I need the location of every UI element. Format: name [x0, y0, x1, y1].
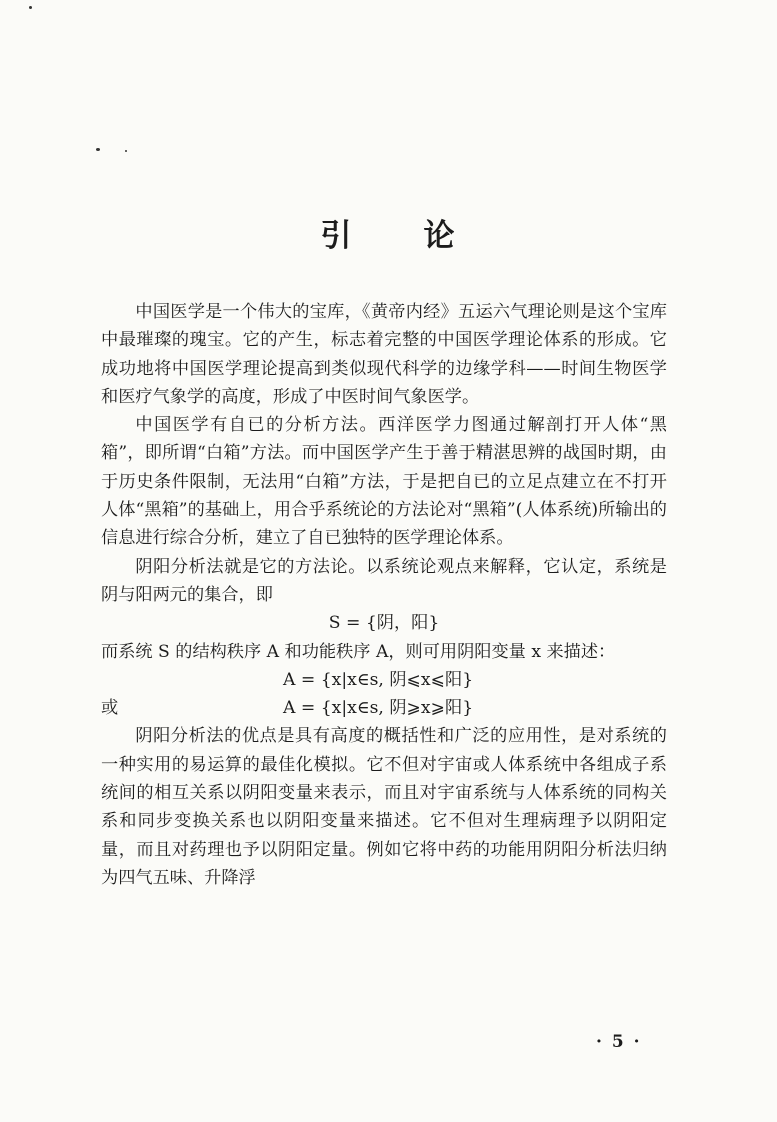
title-char-2: 论	[423, 218, 457, 254]
formula-or-label: 或	[101, 698, 119, 719]
formula-1: A = {x|x∈s, 阴⩽x⩽阳}	[283, 669, 474, 690]
formula-2: A = {x|x∈s, 阴⩾x⩾阳}	[283, 698, 474, 719]
paragraph-continuation: 而系统 S 的结构秩序 A 和功能秩序 A，则可用阴阳变量 x 来描述：	[101, 641, 616, 662]
formula-row-1	[101, 666, 667, 694]
body-text	[101, 298, 667, 892]
scan-speck	[29, 6, 32, 9]
paragraph-2: 中国医学有自已的分析方法。西洋医学力图通过解剖打开人体“黑箱”，即所谓“白箱”方法。而中国医学产生于善于精湛思辨的战国时期，由于历史条件限制，无法用“白箱”方法，于是把自已的立足点建立在不打开人体“黑箱”的基础上，用合乎系统论的方法论对“黑箱”(人体系统)所输出的信息进行综合分析，建立了自已独特的医学理论体系。	[101, 415, 667, 549]
paragraph-1: 中国医学是一个伟大的宝库，《黄帝内经》五运六气理论则是这个宝库中最璀璨的瑰宝。它的产生，标志着完整的中国医学理论体系的形成。它成功地将中国医学理论提高到类似现代科学的边缘学科——时间生物医学和医疗气象学的高度，形成了中医时间气象医学。	[101, 302, 667, 407]
formula-set: S = {阴，阳}	[328, 613, 440, 634]
scan-speck	[96, 148, 100, 151]
page-title	[0, 210, 777, 255]
page-number: · 5 ·	[596, 1032, 642, 1052]
paragraph-3: 阴阳分析法就是它的方法论。以系统论观点来解释，它认定，系统是阴与阳两元的集合，即	[101, 556, 667, 605]
scan-speck	[125, 150, 127, 152]
paragraph-4: 阴阳分析法的优点是具有高度的概括性和广泛的应用性，是对系统的一种实用的易运算的最佳化模拟。它不但对宇宙或人体系统中各组成子系统间的相互关系以阴阳变量来表示，而且对宇宙系统与人体系统的同构关系和同步变换关系也以阴阳变量来描述。它不但对生理病理予以阴阳定量，而且对药理也予以阴阳定量。例如它将中药的功能用阴阳分析法归纳为四气五味、升降浮	[101, 726, 667, 888]
title-char-1: 引	[320, 218, 354, 254]
formula-row-2	[101, 694, 667, 722]
